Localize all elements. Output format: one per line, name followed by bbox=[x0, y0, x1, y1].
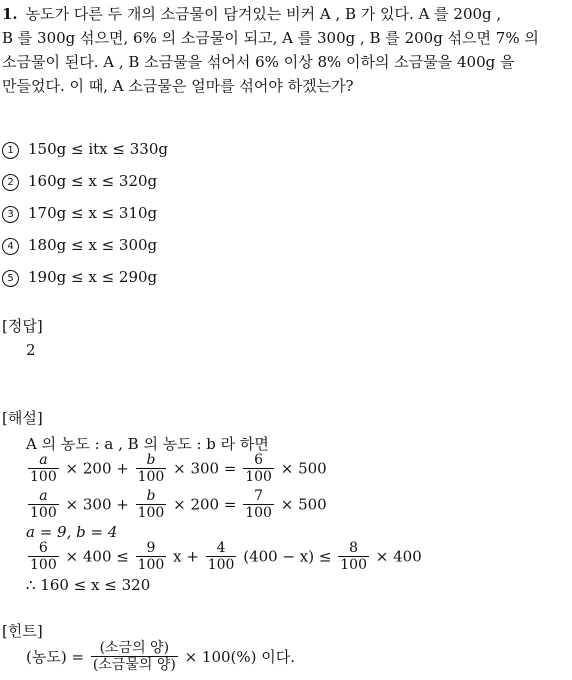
fraction-9-100: $\frac{9}{100}$ bbox=[137, 540, 165, 573]
choice-text: 150g ≤ itx ≤ 330g bbox=[28, 140, 168, 158]
equation-5: ∴ 160 ≤ x ≤ 320 bbox=[26, 576, 151, 594]
equation-3: a = 9, b = 4 bbox=[26, 523, 118, 541]
question-number: 1. bbox=[2, 5, 18, 23]
choice-text: 180g ≤ x ≤ 300g bbox=[28, 236, 158, 254]
equation-4: $\frac{6}{100}$ × 400 ≤ $\frac{9}{100}$ x + $\frac{4}{100}$ (400 − x) ≤ $\frac{8}{100}$ × 400 bbox=[30, 540, 422, 573]
problem-line-1: 1. 농도가 다른 두 개의 소금물이 담겨있는 비커 A , B 가 있다. A 를 200g , bbox=[2, 5, 502, 23]
answer-value: 2 bbox=[26, 341, 36, 359]
fraction-7-100: $\frac{7}{100}$ bbox=[245, 488, 272, 521]
choice-marker: 2 bbox=[2, 174, 19, 191]
equation-1: $\frac{a}{100}$ × 200 + $\frac{b}{100}$ × 300 = $\frac{6}{100}$ × 500 bbox=[30, 452, 327, 485]
fraction-8-100: $\frac{8}{100}$ bbox=[340, 540, 367, 573]
fraction-b-100: $\frac{b}{100}$ bbox=[137, 452, 165, 485]
choice-marker: 3 bbox=[2, 206, 19, 223]
equation-2: $\frac{a}{100}$ × 300 + $\frac{b}{100}$ × 200 = $\frac{7}{100}$ × 500 bbox=[30, 488, 327, 521]
hint-label: [힌트] bbox=[2, 622, 43, 640]
problem-line-4: 만들었다. 이 때, A 소금물은 얼마를 섞어야 하겠는가? bbox=[2, 77, 354, 95]
fraction-a-100: $\frac{a}{100}$ bbox=[30, 452, 57, 485]
choice-4[interactable] bbox=[2, 236, 157, 255]
choice-marker: 5 bbox=[2, 270, 19, 287]
choice-text: 160g ≤ x ≤ 320g bbox=[28, 172, 158, 190]
choice-3[interactable] bbox=[2, 204, 157, 223]
choice-2[interactable] bbox=[2, 172, 157, 191]
fraction-a-100: $\frac{a}{100}$ bbox=[30, 488, 57, 521]
choice-text: 190g ≤ x ≤ 290g bbox=[28, 268, 158, 286]
solution-label: [해설] bbox=[2, 409, 43, 427]
choice-1[interactable] bbox=[2, 140, 168, 159]
fraction-salt-over-solution: $\frac{\text{(소금의 양)}}{\text{(소금물의 양)}}$ bbox=[92, 640, 176, 673]
answer-label: [정답] bbox=[2, 317, 43, 335]
problem-statement bbox=[2, 2, 568, 98]
choice-text: 170g ≤ x ≤ 310g bbox=[28, 204, 158, 222]
fraction-b-100: $\frac{b}{100}$ bbox=[137, 488, 165, 521]
fraction-4-100: $\frac{4}{100}$ bbox=[207, 540, 235, 573]
choice-5[interactable] bbox=[2, 268, 157, 287]
fraction-6-100: $\frac{6}{100}$ bbox=[245, 452, 272, 485]
solution-intro: A 의 농도 : a , B 의 농도 : b 라 하면 bbox=[26, 435, 269, 453]
choice-marker: 1 bbox=[2, 142, 19, 159]
hint-formula: (농도) = $\frac{\text{(소금의 양)}}{\text{(소금물의 양)}}$ × 100(%) 이다. bbox=[26, 640, 296, 673]
problem-line-3: 소금물이 된다. A , B 소금물을 섞어서 6% 이상 8% 이하의 소금물을 400g 을 bbox=[2, 53, 515, 71]
choice-marker: 4 bbox=[2, 238, 19, 255]
problem-line-2: B 를 300g 섞으면, 6% 의 소금물이 되고, A 를 300g , B 를 200g 섞으면 7% 의 bbox=[2, 29, 539, 47]
fraction-6-100: $\frac{6}{100}$ bbox=[30, 540, 57, 573]
